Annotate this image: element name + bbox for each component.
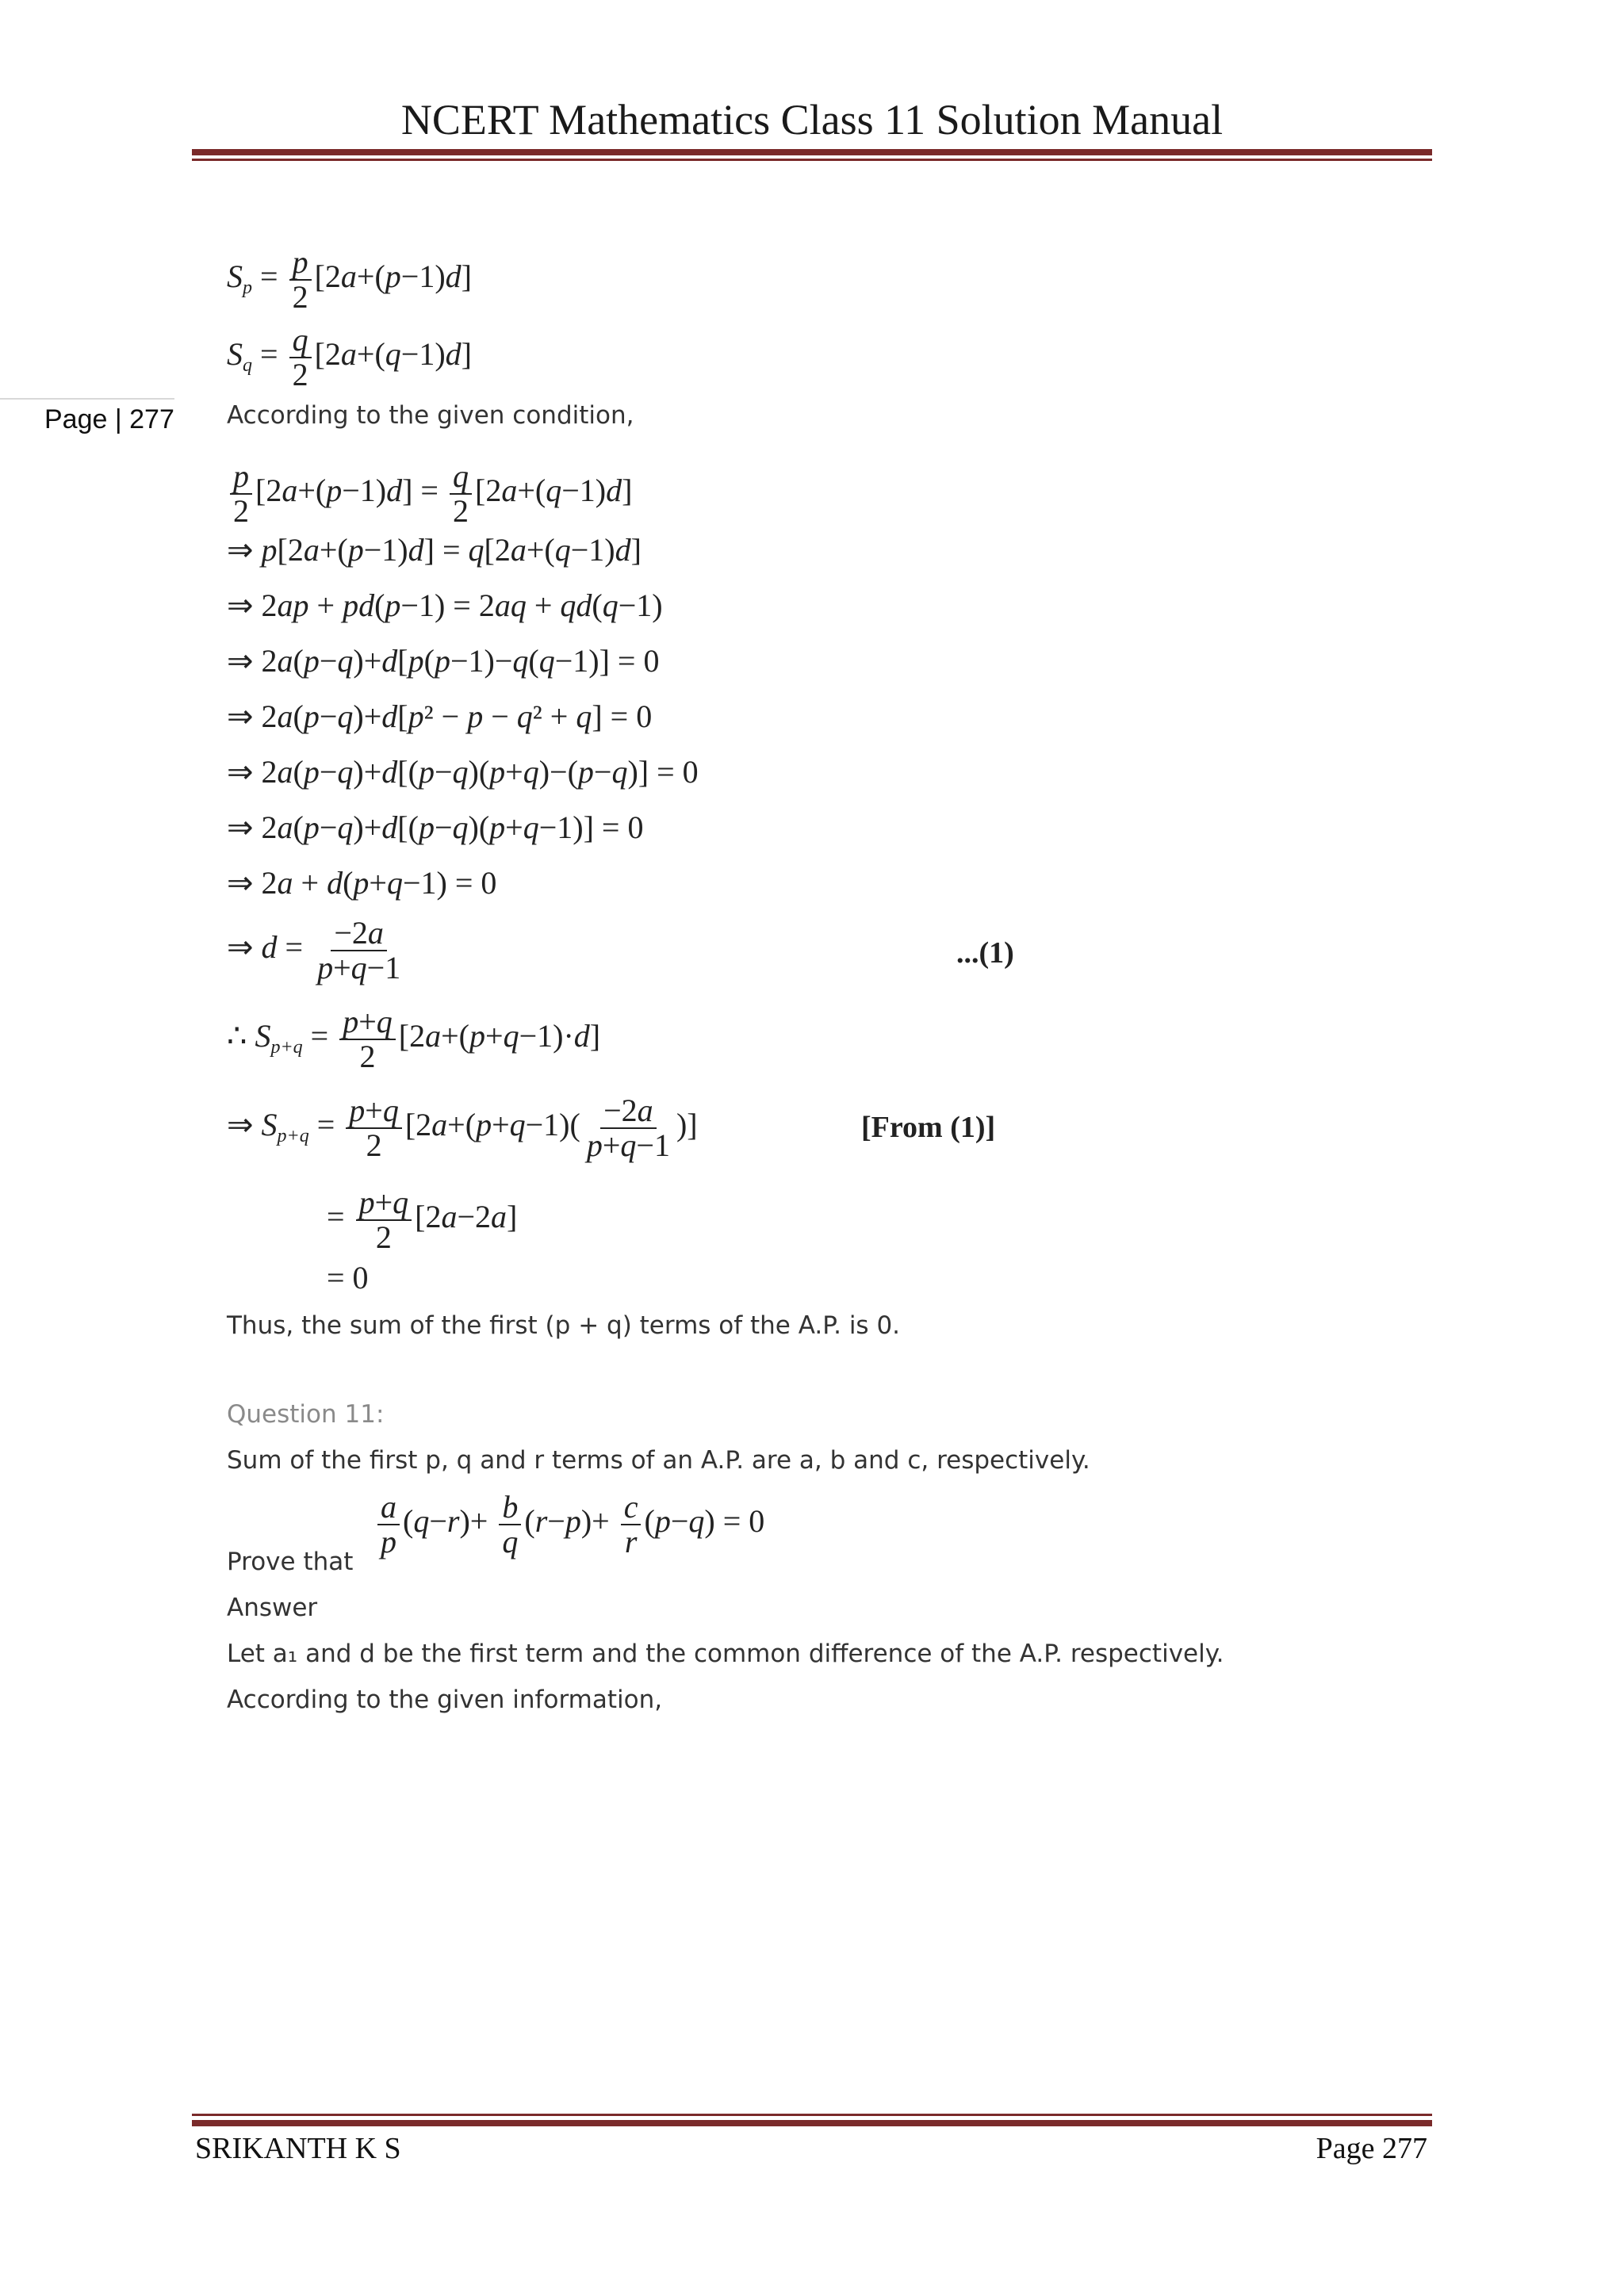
footer-page-number: Page 277 [1316, 2132, 1427, 2165]
given-info-text: According to the given information, [227, 1686, 663, 1714]
prove-that-label: Prove that [227, 1548, 354, 1576]
equation-step-13: = 0 [327, 1260, 369, 1295]
equation-step-11: ⇒ $S_{p+q}$ = $\frac{p+q}{2}$ [2a+(p+q−1)( $\frac{-2a}{p+q-1}$ )] [227, 1093, 698, 1163]
equation-step-4: ⇒ 2a(p−q)+d[p(p−1)−q(q−1)] = 0 [227, 643, 660, 679]
question-text: Sum of the first p, q and r terms of an A.P. are a, b and c, respectively. [227, 1446, 1090, 1475]
equation-step-8: ⇒ 2a + d(p+q−1) = 0 [227, 865, 497, 901]
equation-sp: $S_p$ = $\frac{p}{2}$ [2a+(p−1)d] [227, 244, 472, 315]
question-label: Question 11: [227, 1400, 385, 1429]
let-text: Let a₁ and d be the first term and the common difference of the A.P. respectively. [227, 1640, 1224, 1668]
equation-step-10: ∴ $S_{p+q}$ = $\frac{p+q}{2}$ [2a+(p+q−1)·d] [227, 1004, 601, 1074]
equation-step-3: ⇒ 2ap + pd(p−1) = 2aq + qd(q−1) [227, 587, 663, 623]
header-rule-thin [192, 159, 1432, 161]
equation-tag-2: [From (1)] [861, 1111, 996, 1144]
equation-step-7: ⇒ 2a(p−q)+d[(p−q)(p+q−1)] = 0 [227, 809, 644, 845]
equation-step-2: ⇒ p[2a+(p−1)d] = q[2a+(q−1)d] [227, 532, 642, 568]
equation-tag-1: ...(1) [956, 936, 1014, 970]
side-page-number: Page | 277 [44, 404, 174, 434]
footer-author: SRIKANTH K S [195, 2132, 401, 2165]
side-divider [0, 398, 174, 400]
header-rule-thick [192, 149, 1432, 155]
equation-step-5: ⇒ 2a(p−q)+d[p² − p − q² + q] = 0 [227, 698, 653, 734]
equation-step-12: = $\frac{p+q}{2}$ [2a−2a] [327, 1184, 518, 1255]
footer-rule-thick [192, 2120, 1432, 2126]
conclusion-text: Thus, the sum of the first (p + q) terms of the A.P. is 0. [227, 1311, 901, 1340]
equation-step-6: ⇒ 2a(p−q)+d[(p−q)(p+q)−(p−q)] = 0 [227, 754, 699, 790]
prove-equation: $\frac{a}{p}$ (q−r)+ $\frac{b}{q}$ (r−p)+ $\frac{c}{r}$ (p−q) = 0 [374, 1490, 764, 1559]
footer-rule-thin [192, 2114, 1432, 2116]
equation-step-9: ⇒ d = $\frac{-2a}{p+q-1}$ [227, 915, 401, 985]
answer-label: Answer [227, 1594, 318, 1622]
condition-text: According to the given condition, [227, 401, 634, 430]
equation-sq: $S_q$ = $\frac{q}{2}$ [2a+(q−1)d] [227, 322, 472, 392]
page-header-title: NCERT Mathematics Class 11 Solution Manual [400, 96, 1224, 144]
equation-step-1: $\frac{p}{2}$ [2a+(p−1)d] = $\frac{q}{2}$ [2a+(q−1)d] [227, 460, 632, 528]
